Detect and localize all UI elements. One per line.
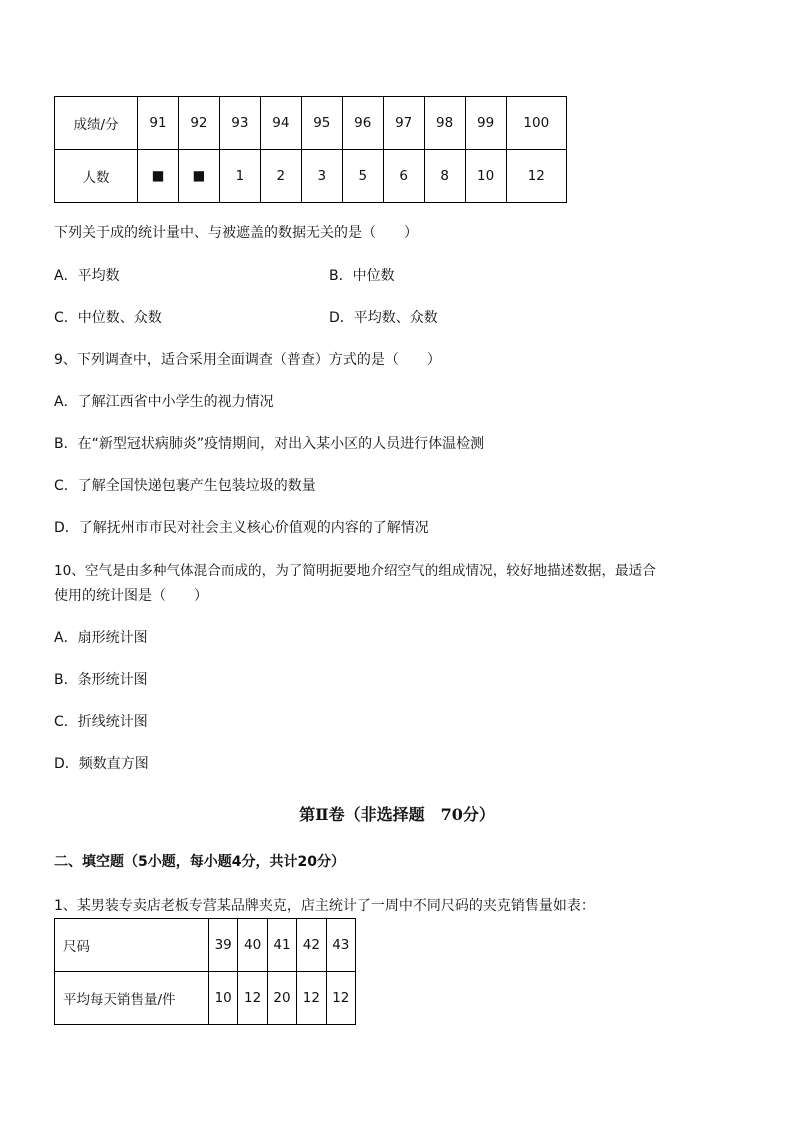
count-header: 人数 (55, 150, 138, 203)
q8-option-c: C．中位数、众数 (54, 310, 162, 326)
sales-header: 平均每天销售量/件 (55, 972, 209, 1025)
count-cell: 3 (301, 150, 342, 203)
score-cell: 92 (178, 97, 219, 150)
score-cell: 93 (219, 97, 260, 150)
score-table (54, 96, 567, 203)
q9-stem: 9、下列调查中，适合采用全面调查（普查）方式的是（ ） (54, 352, 441, 368)
sales-cell: 10 (209, 972, 238, 1025)
count-cell: 8 (424, 150, 465, 203)
count-cell: 6 (383, 150, 424, 203)
q8-option-d: D．平均数、众数 (329, 310, 438, 326)
sales-cell: 12 (238, 972, 267, 1025)
sales-cell: 12 (297, 972, 326, 1025)
score-cell: 98 (424, 97, 465, 150)
size-cell: 40 (238, 919, 267, 972)
section-heading: 二、填空题（5小题，每小题4分，共计20分） (54, 854, 345, 870)
table-row (55, 97, 567, 150)
size-cell: 41 (267, 919, 296, 972)
count-cell: 5 (342, 150, 383, 203)
count-cell: 10 (465, 150, 506, 203)
q10-option-b: B．条形统计图 (54, 672, 148, 688)
fill-q1-stem: 1、某男装专卖店老板专营某品牌夹克，店主统计了一周中不同尺码的夹克销售量如表： (54, 898, 595, 914)
score-cell: 94 (260, 97, 301, 150)
count-cell-masked: ■ (178, 150, 219, 203)
size-cell: 39 (209, 919, 238, 972)
q9-option-d: D．了解抚州市市民对社会主义核心价值观的内容的了解情况 (54, 520, 429, 536)
q9-option-c: C．了解全国快递包裹产生包装垃圾的数量 (54, 478, 316, 494)
size-sales-table (54, 918, 356, 1025)
q10-option-c: C．折线统计图 (54, 714, 148, 730)
count-cell: 12 (506, 150, 566, 203)
q10-stem-line1: 10、空气是由多种气体混合而成的，为了简明扼要地介绍空气的组成情况，较好地描述数据，最适合 (54, 563, 656, 579)
q10-stem-line2: 使用的统计图是（ ） (54, 588, 208, 604)
q9-option-b: B．在“新型冠状病肺炎”疫情期间，对出入某小区的人员进行体温检测 (54, 436, 485, 452)
score-cell: 95 (301, 97, 342, 150)
score-cell: 97 (383, 97, 424, 150)
score-cell: 100 (506, 97, 566, 150)
table-row (55, 919, 356, 972)
count-cell: 1 (219, 150, 260, 203)
q8-option-a: A．平均数 (54, 268, 120, 284)
q10-option-d: D．频数直方图 (54, 756, 149, 772)
count-cell-masked: ■ (138, 150, 179, 203)
count-cell: 2 (260, 150, 301, 203)
table-row (55, 150, 567, 203)
size-cell: 43 (326, 919, 355, 972)
q8-stem: 下列关于成的统计量中、与被遮盖的数据无关的是（ ） (54, 225, 418, 241)
score-cell: 96 (342, 97, 383, 150)
sales-cell: 12 (326, 972, 355, 1025)
q10-option-a: A．扇形统计图 (54, 630, 148, 646)
q8-option-b: B．中位数 (329, 268, 395, 284)
q9-option-a: A．了解江西省中小学生的视力情况 (54, 394, 274, 410)
part2-title: 第Ⅱ卷（非选择题 70分） (299, 805, 495, 824)
size-cell: 42 (297, 919, 326, 972)
table-row (55, 972, 356, 1025)
size-header: 尺码 (55, 919, 209, 972)
score-header: 成绩/分 (55, 97, 138, 150)
score-cell: 91 (138, 97, 179, 150)
score-cell: 99 (465, 97, 506, 150)
sales-cell: 20 (267, 972, 296, 1025)
